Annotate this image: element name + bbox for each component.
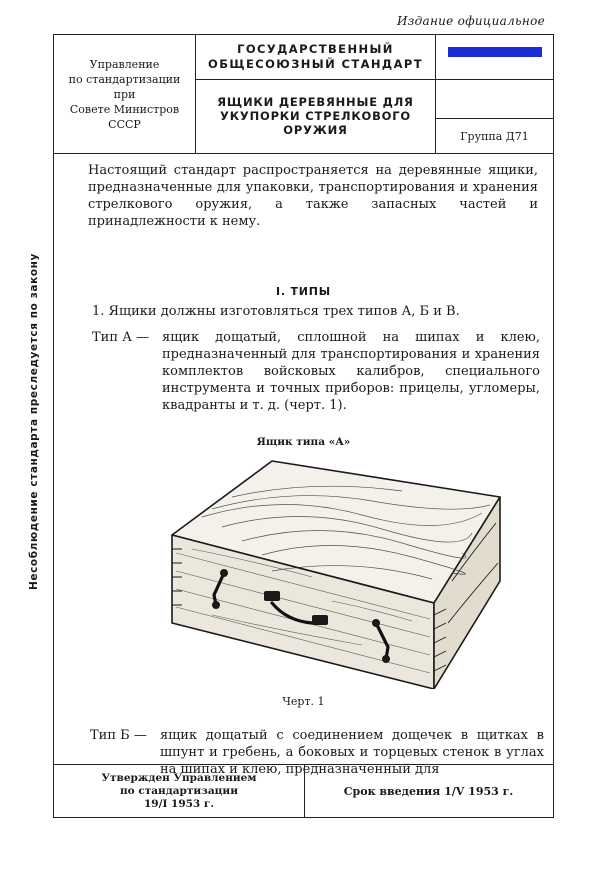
standard-title	[196, 80, 435, 152]
type-b-label: Тип Б —	[90, 728, 147, 743]
type-a-label: Тип А —	[92, 330, 150, 345]
section-title: I. ТИПЫ	[275, 285, 331, 298]
document-body	[54, 153, 553, 777]
approval-info	[54, 765, 305, 817]
standard-type-line: ГОСУДАРСТВЕННЫЙ	[237, 42, 394, 56]
title-line: УКУПОРКИ СТРЕЛКОВОГО	[220, 109, 411, 123]
authority-line: Управление	[89, 57, 160, 71]
issuing-authority	[54, 35, 196, 153]
figure-caption: Черт. 1	[282, 695, 325, 708]
edition-label: Издание официальное	[396, 14, 545, 28]
authority-line: при	[113, 87, 136, 101]
redaction-mark	[448, 47, 542, 57]
wooden-box-drawing	[112, 453, 502, 689]
footer-block	[54, 764, 553, 817]
document-frame	[53, 34, 554, 818]
header-block	[54, 35, 553, 154]
authority-line: по стандартизации	[68, 72, 181, 86]
effective-date: Срок введения 1/V 1953 г.	[343, 784, 514, 798]
authority-line: СССР	[108, 117, 141, 131]
standard-type	[196, 35, 435, 80]
group-code: Группа Д71	[460, 129, 529, 143]
type-a-description: ящик дощатый, сплошной на шипах и клею, предназначенный для транспортирования и хранения комплектов войсковых калибров, специального инструмента и точных приборов: прицелы, угломеры, квадранты и т. д. (черт. 1).	[162, 330, 540, 413]
standard-type-line: ОБЩЕСОЮЗНЫЙ СТАНДАРТ	[208, 57, 423, 71]
empty-cell	[436, 80, 553, 119]
approval-line: по стандартизации	[119, 784, 238, 797]
title-line: ОРУЖИЯ	[283, 123, 348, 137]
authority-line: Совете Министров	[69, 102, 180, 116]
title-line: ЯЩИКИ ДЕРЕВЯННЫЕ ДЛЯ	[217, 95, 414, 109]
legal-notice-sidebar: Несоблюдение стандарта преследуется по закону	[28, 253, 40, 590]
standard-title-block	[196, 35, 436, 153]
approval-line: 19/I 1953 г.	[144, 797, 214, 810]
figure-title: Ящик типа «А»	[256, 436, 351, 448]
type-b-description: ящик дощатый с соединением дощечек в щитках в шпунт и гребень, а боковых и торцевых стенок в углах на шипах и клею, предназначенный для	[160, 728, 544, 777]
standard-number-cell	[436, 35, 553, 80]
approval-line: Утвержден Управлением	[101, 771, 257, 784]
clause-1: 1. Ящики должны изготовляться трех типов А, Б и В.	[92, 304, 460, 319]
standard-number-block	[436, 35, 553, 153]
intro-paragraph: Настоящий стандарт распространяется на деревянные ящики, предназначенные для упаковки, транспортирования и хранения стрелкового оружия, а также запасных частей и принадлежности к нему.	[88, 163, 538, 229]
